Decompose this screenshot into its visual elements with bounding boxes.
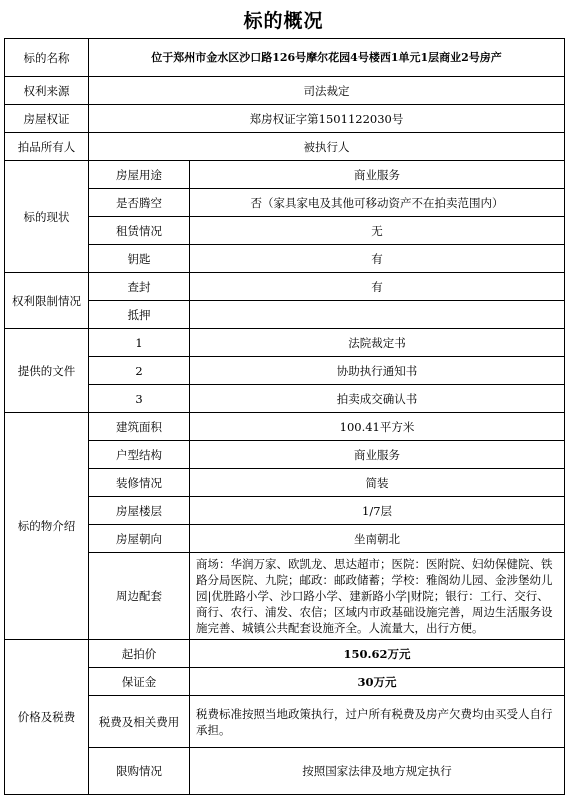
restriction-item-label: 抵押 [89,301,190,329]
price-item-label: 限购情况 [89,748,190,795]
deposit-value: 30万元 [190,668,565,696]
price-item-label: 起拍价 [89,640,190,668]
table-row [5,441,565,469]
document-item-name: 法院裁定书 [190,329,565,357]
starting-price-value: 150.62万元 [190,640,565,668]
table-row [5,189,565,217]
intro-item-value: 商业服务 [190,441,565,469]
table-row [5,748,565,795]
status-item-value: 商业服务 [190,161,565,189]
name-label: 标的名称 [5,39,89,77]
status-label: 标的现状 [5,161,89,273]
price-item-label: 税费及相关费用 [89,696,190,748]
table-row [5,39,565,77]
intro-item-value: 坐南朝北 [190,525,565,553]
status-item-label: 租赁情况 [89,217,190,245]
document-item-number: 2 [89,357,190,385]
intro-label: 标的物介绍 [5,413,89,640]
table-row [5,273,565,301]
status-item-value: 有 [190,245,565,273]
documents-label: 提供的文件 [5,329,89,413]
table-row [5,161,565,189]
table-row [5,133,565,161]
table-row [5,245,565,273]
table-row [5,553,565,640]
intro-item-label: 户型结构 [89,441,190,469]
rights-source-label: 权利来源 [5,77,89,105]
table-row [5,497,565,525]
purchase-restriction-value: 按照国家法律及地方规定执行 [190,748,565,795]
certificate-value: 郑房权证字第1501122030号 [89,105,565,133]
name-value: 位于郑州市金水区沙口路126号摩尔花园4号楼西1单元1层商业2号房产 [89,39,565,77]
restriction-item-value [190,301,565,329]
status-item-label: 是否腾空 [89,189,190,217]
certificate-label: 房屋权证 [5,105,89,133]
restriction-item-value: 有 [190,273,565,301]
intro-item-value: 100.41平方米 [190,413,565,441]
table-row [5,525,565,553]
restrictions-label: 权利限制情况 [5,273,89,329]
table-row [5,696,565,748]
table-row [5,301,565,329]
document-item-number: 1 [89,329,190,357]
owner-value: 被执行人 [89,133,565,161]
tax-fee-description: 税费标准按照当地政策执行，过户所有税费及房产欠费均由买受人自行承担。 [190,696,565,748]
table-row [5,77,565,105]
status-item-value: 无 [190,217,565,245]
table-row [5,640,565,668]
price-item-label: 保证金 [89,668,190,696]
status-item-label: 房屋用途 [89,161,190,189]
auction-overview-table [4,38,565,795]
intro-item-label: 周边配套 [89,553,190,640]
document-item-name: 协助执行通知书 [190,357,565,385]
table-row [5,357,565,385]
intro-item-value: 简装 [190,469,565,497]
price-label: 价格及税费 [5,640,89,795]
table-row [5,105,565,133]
table-row [5,217,565,245]
intro-item-label: 装修情况 [89,469,190,497]
status-item-value: 否（家具家电及其他可移动资产不在拍卖范围内） [190,189,565,217]
intro-item-label: 房屋朝向 [89,525,190,553]
intro-item-label: 建筑面积 [89,413,190,441]
surroundings-description: 商场：华润万家、欧凯龙、思达超市；医院：医附院、妇幼保健院、铁路分局医院、九院；邮政：邮政储蓄；学校：雅阁幼儿园、金涉堡幼儿园|优胜路小学、沙口路小学、建新路小学|财院；银行：工行、交行、商行、农行、浦发、农信；区域内市政基础设施完善，周边生活服务设施完善、城镇公共配套设施齐全。人流量大，出行方便。 [190,553,565,640]
intro-item-label: 房屋楼层 [89,497,190,525]
table-row [5,385,565,413]
rights-source-value: 司法裁定 [89,77,565,105]
document-item-name: 拍卖成交确认书 [190,385,565,413]
owner-label: 拍品所有人 [5,133,89,161]
table-row [5,469,565,497]
table-row [5,413,565,441]
restriction-item-label: 查封 [89,273,190,301]
status-item-label: 钥匙 [89,245,190,273]
table-row [5,668,565,696]
intro-item-value: 1/7层 [190,497,565,525]
document-item-number: 3 [89,385,190,413]
page-title: 标的概况 [243,10,324,32]
table-row [5,329,565,357]
